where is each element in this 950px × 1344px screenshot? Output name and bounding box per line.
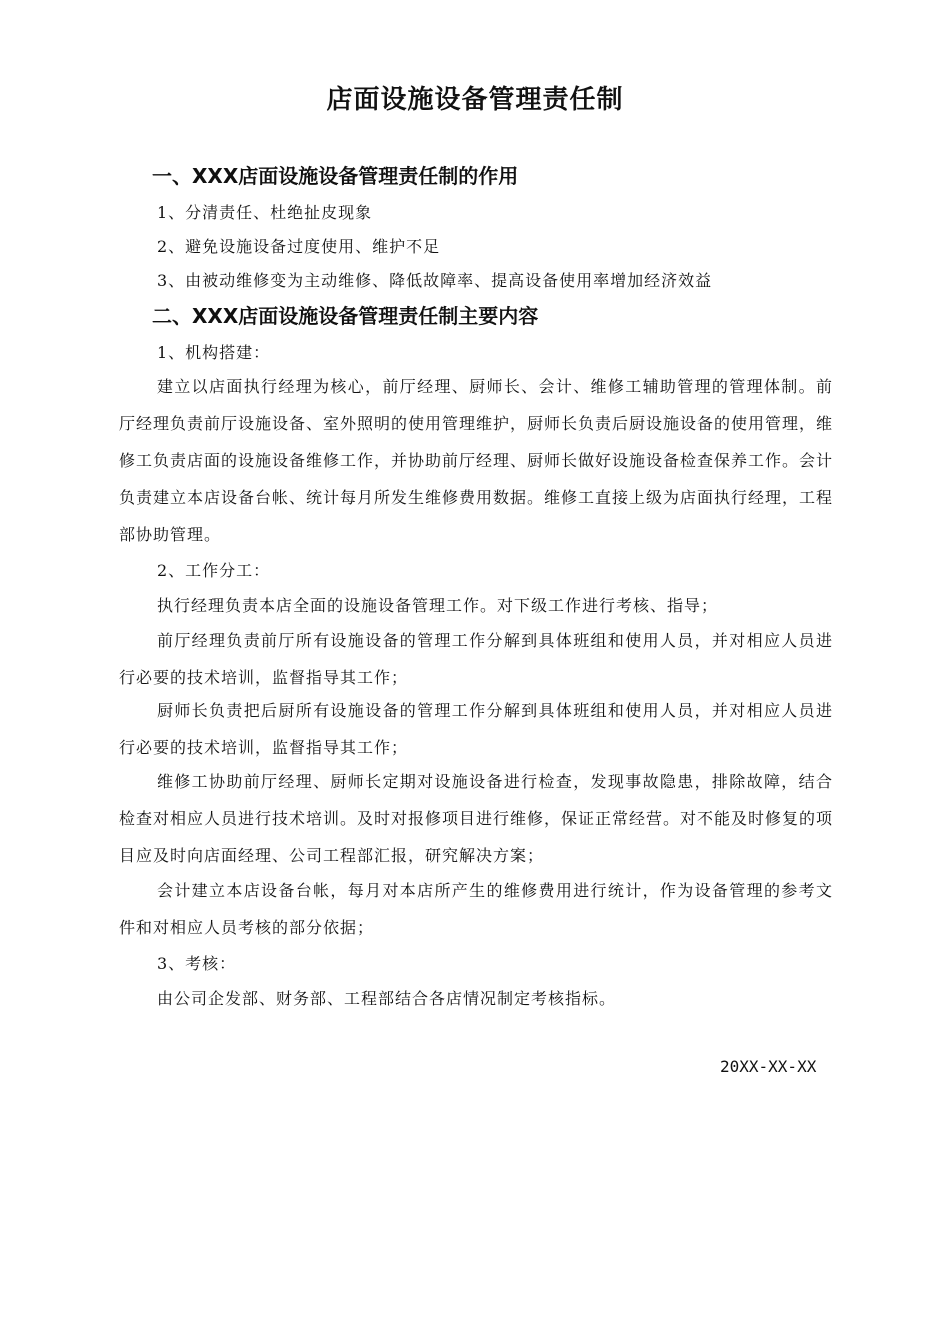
- document-date: 20XX-XX-XX: [720, 1057, 817, 1076]
- section2-heading: 二、XXX店面设施设备管理责任制主要内容: [152, 304, 539, 328]
- section1-item-1: 1、分清责任、杜绝扯皮现象: [157, 203, 373, 222]
- sub2-paragraph-5: 会计建立本店设备台帐，每月对本店所产生的维修费用进行统计，作为设备管理的参考文件和对相应人员考核的部分依据；: [119, 881, 833, 937]
- document-title: 店面设施设备管理责任制: [326, 85, 624, 115]
- sub2-paragraph-1: 执行经理负责本店全面的设施设备管理工作。对下级工作进行考核、指导；: [157, 596, 719, 615]
- sub2-paragraph-3: 厨师长负责把后厨所有设施设备的管理工作分解到具体班组和使用人员，并对相应人员进行必要的技术培训，监督指导其工作；: [119, 701, 833, 757]
- section1-heading: 一、XXX店面设施设备管理责任制的作用: [152, 164, 519, 188]
- section1-item-2: 2、避免设施设备过度使用、维护不足: [157, 237, 441, 256]
- sub1-label: 1、机构搭建：: [157, 343, 271, 362]
- sub3-paragraph: 由公司企发部、财务部、工程部结合各店情况制定考核指标。: [157, 989, 617, 1008]
- sub1-paragraph: 建立以店面执行经理为核心，前厅经理、厨师长、会计、维修工辅助管理的管理体制。前厅经理负责前厅设施设备、室外照明的使用管理维护，厨师长负责后厨设施设备的使用管理，维修工负责店面的设施设备维修工作，并协助前厅经理、厨师长做好设施设备检查保养工作。会计负责建立本店设备台帐、统计每月所发生维修费用数据。维修工直接上级为店面执行经理，工程部协助管理。: [119, 377, 834, 544]
- sub2-label: 2、工作分工：: [157, 561, 271, 580]
- sub2-paragraph-4: 维修工协助前厅经理、厨师长定期对设施设备进行检查，发现事故隐患，排除故障，结合检查对相应人员进行技术培训。及时对报修项目进行维修，保证正常经营。对不能及时修复的项目应及时向店面经理、公司工程部汇报，研究解决方案；: [119, 772, 834, 865]
- section1-item-3: 3、由被动维修变为主动维修、降低故障率、提高设备使用率增加经济效益: [157, 271, 713, 290]
- sub3-label: 3、考核：: [157, 954, 237, 973]
- sub2-paragraph-2: 前厅经理负责前厅所有设施设备的管理工作分解到具体班组和使用人员，并对相应人员进行必要的技术培训，监督指导其工作；: [119, 631, 833, 687]
